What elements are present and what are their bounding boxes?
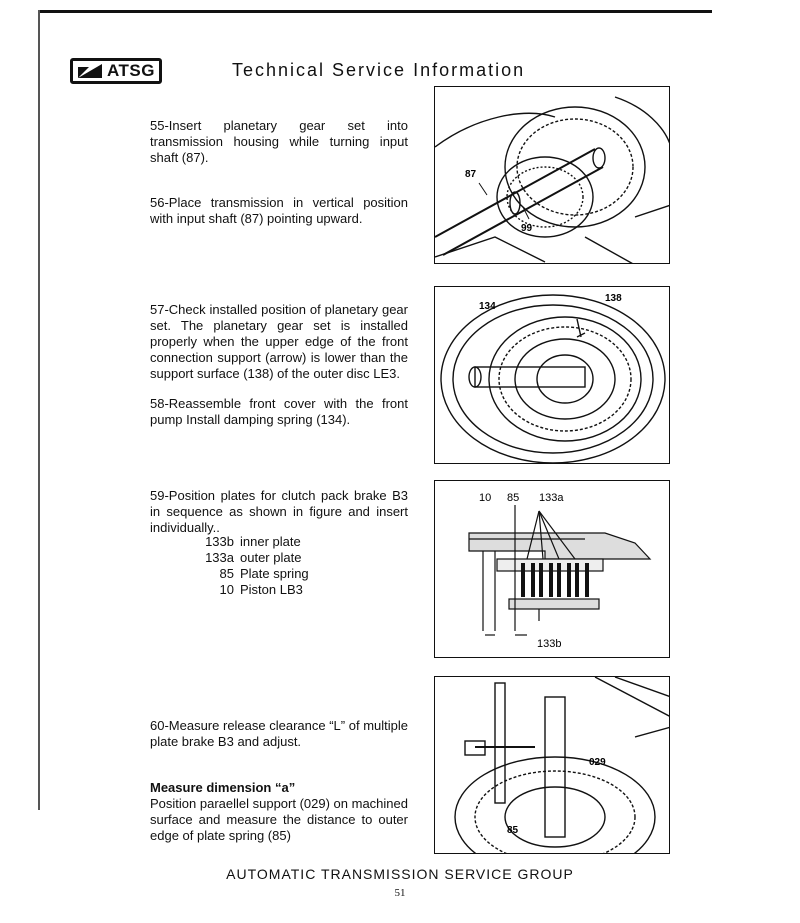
figure4-label-029: 029 <box>589 757 606 768</box>
parts-row <box>150 566 309 582</box>
figure4-label-85: 85 <box>507 825 519 836</box>
logo-text: ATSG <box>107 61 155 80</box>
part-name: Plate spring <box>240 566 309 581</box>
top-rule <box>38 10 712 13</box>
left-rule <box>38 10 40 810</box>
figure1-label-99: 99 <box>521 223 533 234</box>
measure-text: Position paraellel support (029) on machined surface and measure the distance to outer edge of plate spring (85) <box>150 796 408 843</box>
clutch-pack-diagram <box>435 481 670 658</box>
part-code: 133b <box>205 534 234 549</box>
planetary-set-illustration <box>435 287 670 464</box>
figure3-label-10: 10 <box>479 492 492 504</box>
logo-mark-icon <box>77 63 103 79</box>
figure1-label-87: 87 <box>465 169 477 180</box>
figure-planetary-set <box>434 286 670 464</box>
input-shaft-illustration <box>435 87 670 264</box>
parts-row <box>150 582 309 598</box>
figure2-label-138: 138 <box>605 293 622 304</box>
step-58-text: 58-Reassemble front cover with the front pump Install damping spring (134). <box>150 396 408 427</box>
measure-dimension-illustration <box>435 677 670 854</box>
parts-row <box>150 550 309 566</box>
figure3-label-85: 85 <box>507 492 520 504</box>
part-code: 133a <box>205 550 234 565</box>
figure2-label-134: 134 <box>479 301 496 312</box>
figure-measure-dimension <box>434 676 670 854</box>
footer-title: AUTOMATIC TRANSMISSION SERVICE GROUP <box>226 866 574 882</box>
figure-clutch-pack <box>434 480 670 658</box>
figure-input-shaft <box>434 86 670 264</box>
step-59-text: 59-Position plates for clutch pack brake B3 in sequence as shown in figure and insert individually.. <box>150 488 408 535</box>
figure3-label-133a: 133a <box>539 492 564 504</box>
step-57-text: 57-Check installed position of planetary gear set. The planetary gear set is installed properly when the upper edge of the front connection support (arrow) is lower than the support surface (138) of the outer disc LE3. <box>150 302 408 381</box>
parts-row <box>150 534 309 550</box>
step-55-text: 55-Insert planetary gear set into transmission housing while turning input shaft (87). <box>150 118 408 165</box>
page-number: 51 <box>394 887 406 899</box>
part-code: 10 <box>219 582 234 597</box>
step-60-text: 60-Measure release clearance “L” of multiple plate brake B3 and adjust. <box>150 718 408 749</box>
part-code: 85 <box>219 566 234 581</box>
part-name: outer plate <box>240 550 302 565</box>
atsg-logo <box>70 58 162 84</box>
part-name: Piston LB3 <box>240 582 303 597</box>
page-title: Technical Service Information <box>232 60 526 80</box>
step-56-text: 56-Place transmission in vertical position with input shaft (87) pointing upward. <box>150 195 408 226</box>
part-name: inner plate <box>240 534 301 549</box>
measure-heading: Measure dimension “a” <box>150 780 296 795</box>
parts-list <box>150 534 309 598</box>
figure3-label-133b: 133b <box>537 638 562 650</box>
